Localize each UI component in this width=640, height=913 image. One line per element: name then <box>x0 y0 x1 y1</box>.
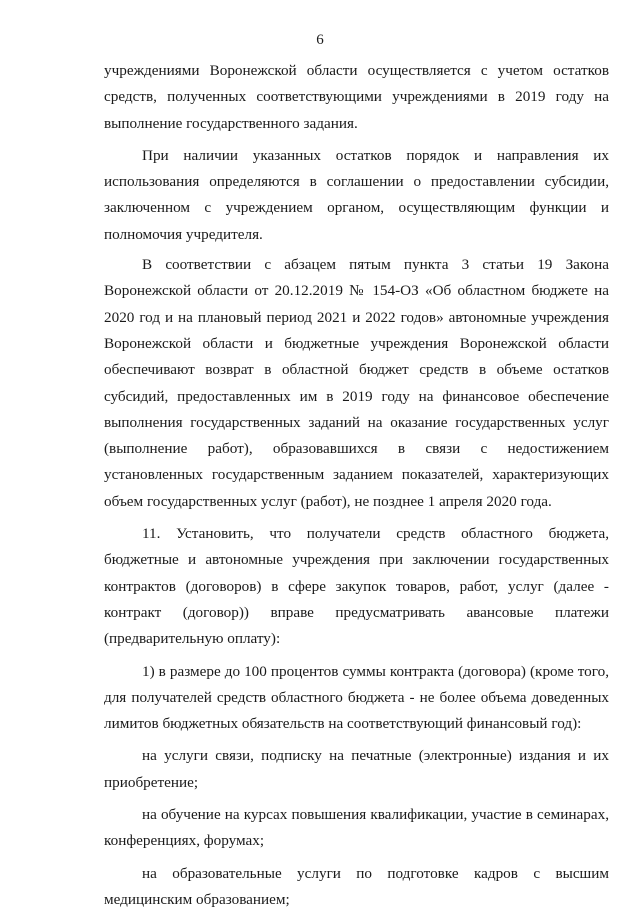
paragraph-subitem-1: 1) в размере до 100 процентов суммы контракта (договора) (кроме того, для получателей средств областного бюджета - не более объема доведенных лимитов бюджетных обязательств на соответствующий финансовый год): <box>104 662 609 733</box>
paragraph-communication-services: на услуги связи, подписку на печатные (электронные) издания и их приобретение; <box>104 747 609 791</box>
document-body <box>104 58 609 913</box>
page-number: 6 <box>316 32 324 48</box>
paragraph-continuation: учреждениями Воронежской области осуществляется с учетом остатков средств, полученных соответствующими учреждениями в 2019 году на выполнение государственного задания. <box>104 62 609 132</box>
paragraph-budget-return: В соответствии с абзацем пятым пункта 3 статьи 19 Закона Воронежской области от 20.12.2019 № 154-ОЗ «Об областном бюджете на 2020 год и на плановый период 2021 и 2022 годов» автономные учреждения Воронежской области и бюджетные учреждения Воронежской области обеспечивают возврат в областной бюджет средств в объеме остатков субсидий, предоставленных им в 2019 году на финансовое обеспечение выполнения государственных заданий на оказание государственных услуг (выполнение работ), образовавшихся в связи с недостижением установленных государственным заданием показателей, характеризующих объем государственных услуг (работ), не позднее 1 апреля 2020 года. <box>104 256 609 510</box>
paragraph-education-services: на образовательные услуги по подготовке кадров с высшим медицинским образованием; <box>104 864 609 908</box>
paragraph-training-courses: на обучение на курсах повышения квалификации, участие в семинарах, конференциях, форумах; <box>104 806 609 850</box>
paragraph-remaining-funds: При наличии указанных остатков порядок и направления их использования определяются в соглашении о предоставлении субсидии, заключенном с учреждением органом, осуществляющим функции и полномочия учредителя. <box>104 146 609 243</box>
paragraph-item-11: 11. Установить, что получатели средств областного бюджета, бюджетные и автономные учреждения при заключении государственных контрактов (договоров) в сфере закупок товаров, работ, услуг (далее - контракт (договор)) вправе предусматривать авансовые платежи (предварительную оплату): <box>104 525 609 648</box>
